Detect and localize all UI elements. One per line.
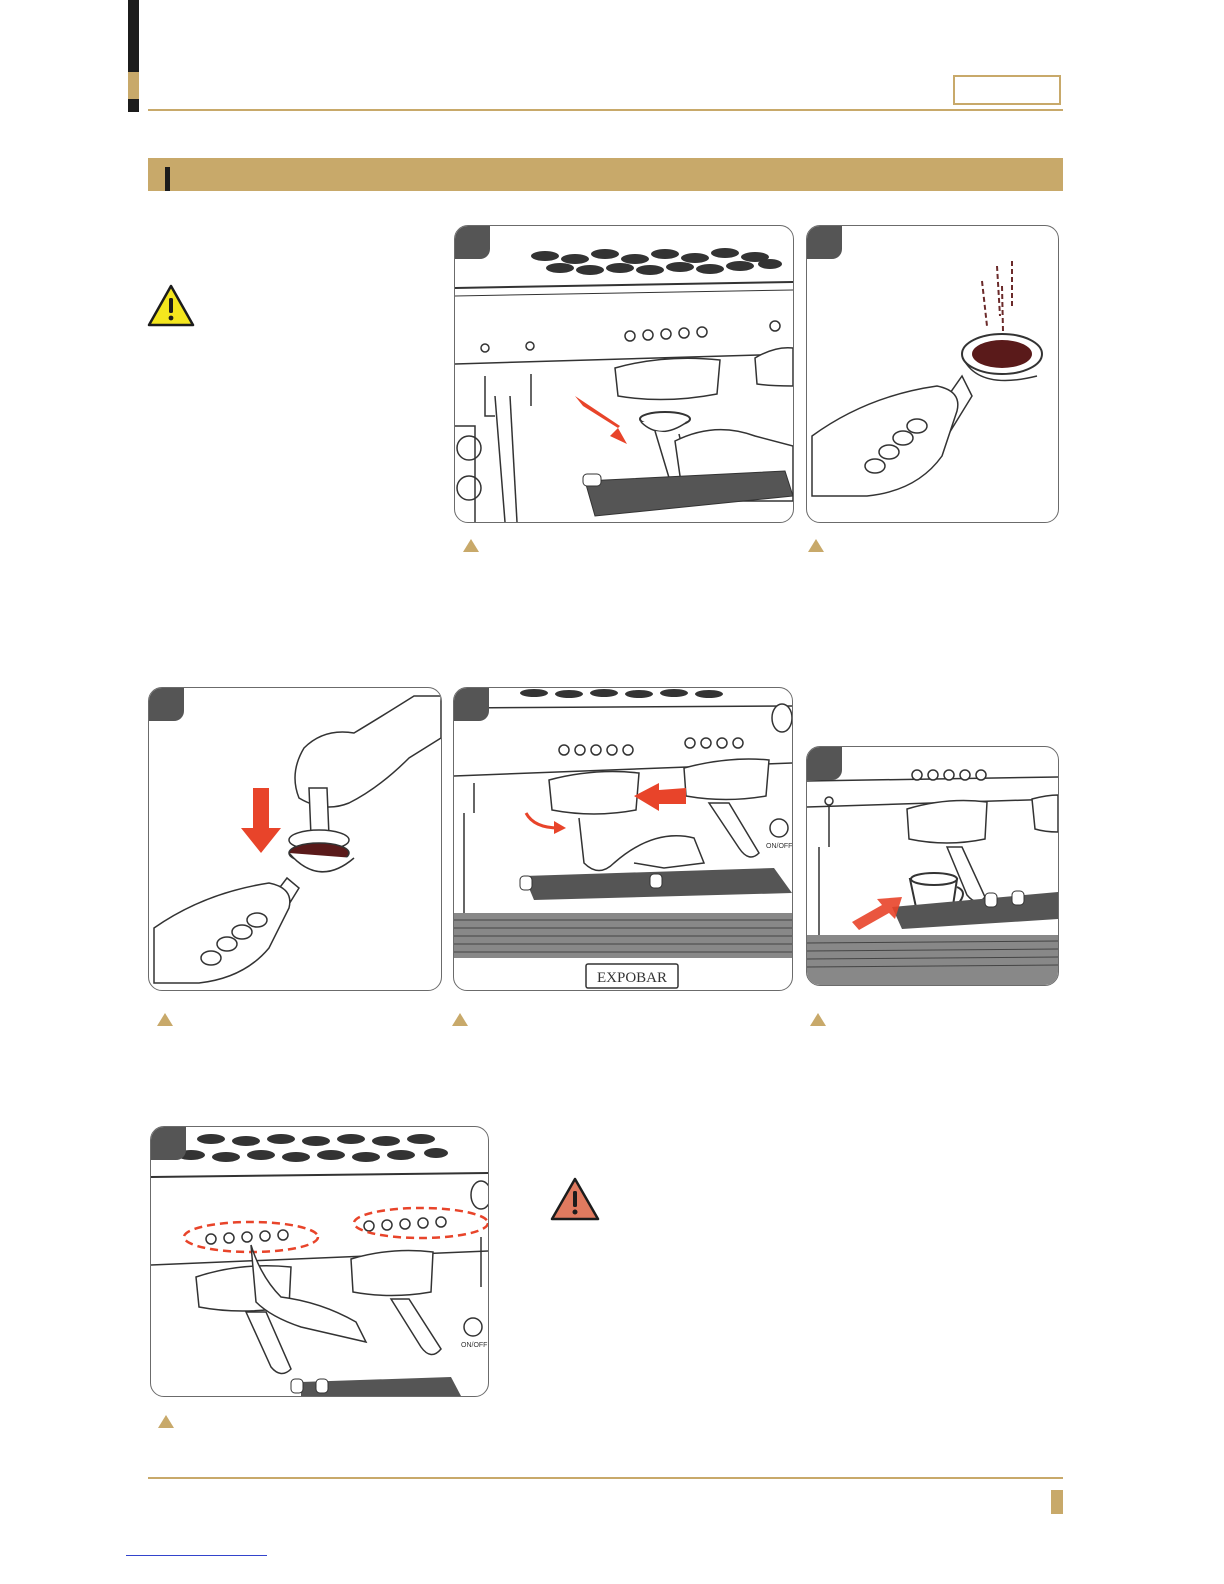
sidebar-accent-dark xyxy=(128,99,139,112)
sidebar-accent xyxy=(128,72,139,99)
header-rule xyxy=(148,109,1063,111)
step-5-illustration xyxy=(807,747,1058,985)
section-title-marker xyxy=(165,167,170,191)
caption-triangle-icon xyxy=(463,539,479,552)
page-number-marker xyxy=(1051,1490,1063,1514)
footer-rule xyxy=(148,1477,1063,1479)
step-3-illustration xyxy=(149,688,441,990)
on-off-label: ON/OFF xyxy=(766,843,792,850)
step-3-figure xyxy=(148,687,442,991)
sidebar-strip xyxy=(128,0,139,72)
step-3-badge xyxy=(148,687,184,721)
step-6-figure xyxy=(150,1126,489,1397)
danger-icon xyxy=(550,1176,600,1222)
caption-triangle-icon xyxy=(810,1013,826,1026)
brand-logo: EXPOBAR xyxy=(596,970,668,986)
step-6-illustration xyxy=(151,1127,488,1396)
step-4-badge xyxy=(453,687,489,721)
step-2-badge xyxy=(806,225,842,259)
caption-triangle-icon xyxy=(158,1415,174,1428)
step-5-badge xyxy=(806,746,842,780)
caption-triangle-icon xyxy=(808,539,824,552)
step-4-figure xyxy=(453,687,793,991)
header-box xyxy=(953,75,1061,105)
step-1-figure xyxy=(454,225,794,523)
warning-icon xyxy=(147,283,195,327)
step-5-figure xyxy=(806,746,1059,986)
step-1-illustration xyxy=(455,226,793,522)
step-1-badge xyxy=(454,225,490,259)
step-2-illustration xyxy=(807,226,1058,522)
step-6-badge xyxy=(150,1126,186,1160)
on-off-label: ON/OFF xyxy=(461,1342,488,1349)
footer-link-underline xyxy=(126,1555,267,1556)
step-4-illustration xyxy=(454,688,792,990)
caption-triangle-icon xyxy=(452,1013,468,1026)
step-2-figure xyxy=(806,225,1059,523)
caption-triangle-icon xyxy=(157,1013,173,1026)
section-title-bar xyxy=(148,158,1063,191)
